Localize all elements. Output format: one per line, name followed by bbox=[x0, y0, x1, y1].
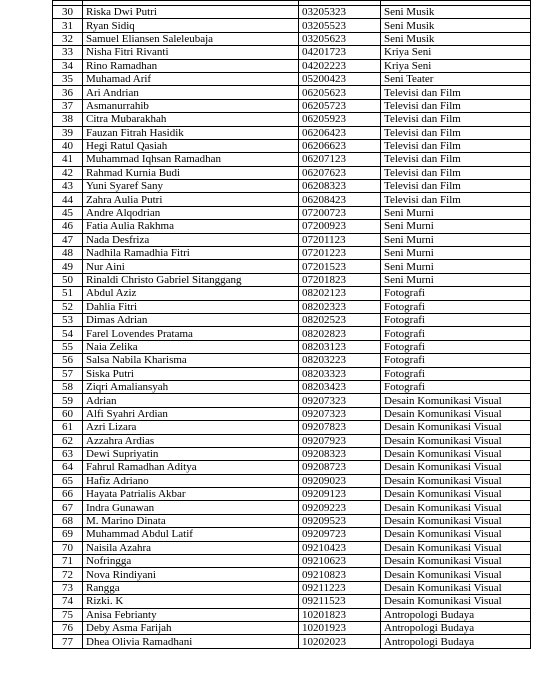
student-name: Nova Rindiyani bbox=[83, 568, 299, 581]
student-name: Alfi Syahri Ardian bbox=[83, 407, 299, 420]
student-id: 07200923 bbox=[299, 220, 381, 233]
table-row bbox=[53, 488, 531, 501]
row-number: 32 bbox=[53, 32, 83, 45]
study-program: Desain Komunikasi Visual bbox=[381, 568, 531, 581]
student-name: Salsa Nabila Kharisma bbox=[83, 354, 299, 367]
study-program: Televisi dan Film bbox=[381, 153, 531, 166]
row-number: 43 bbox=[53, 180, 83, 193]
student-id: 09209523 bbox=[299, 514, 381, 527]
student-id: 04202223 bbox=[299, 59, 381, 72]
student-name: Azzahra Ardias bbox=[83, 434, 299, 447]
study-program: Seni Murni bbox=[381, 247, 531, 260]
student-name: Fatia Aulia Rakhma bbox=[83, 220, 299, 233]
study-program: Fotografi bbox=[381, 327, 531, 340]
table-row bbox=[53, 528, 531, 541]
study-program: Seni Murni bbox=[381, 220, 531, 233]
study-program: Seni Musik bbox=[381, 19, 531, 32]
row-number: 75 bbox=[53, 608, 83, 621]
table-row bbox=[53, 139, 531, 152]
table-row bbox=[53, 407, 531, 420]
table-row bbox=[53, 46, 531, 59]
row-number: 47 bbox=[53, 233, 83, 246]
student-id: 06206623 bbox=[299, 139, 381, 152]
study-program: Televisi dan Film bbox=[381, 86, 531, 99]
table-row bbox=[53, 6, 531, 19]
table-row bbox=[53, 86, 531, 99]
row-number: 65 bbox=[53, 474, 83, 487]
row-number: 33 bbox=[53, 46, 83, 59]
student-name: Dahlia Fitri bbox=[83, 300, 299, 313]
row-number: 76 bbox=[53, 621, 83, 634]
table-row bbox=[53, 72, 531, 85]
row-number: 51 bbox=[53, 287, 83, 300]
table-row bbox=[53, 354, 531, 367]
student-id: 10201823 bbox=[299, 608, 381, 621]
student-table bbox=[52, 0, 531, 649]
study-program: Fotografi bbox=[381, 300, 531, 313]
student-id: 09209123 bbox=[299, 488, 381, 501]
row-number: 66 bbox=[53, 488, 83, 501]
table-row bbox=[53, 541, 531, 554]
table-row bbox=[53, 287, 531, 300]
row-number: 39 bbox=[53, 126, 83, 139]
row-number: 40 bbox=[53, 139, 83, 152]
student-name: Abdul Aziz bbox=[83, 287, 299, 300]
row-number: 54 bbox=[53, 327, 83, 340]
student-name: Muhammad Iqhsan Ramadhan bbox=[83, 153, 299, 166]
row-number: 34 bbox=[53, 59, 83, 72]
study-program: Desain Komunikasi Visual bbox=[381, 488, 531, 501]
student-id: 06207123 bbox=[299, 153, 381, 166]
student-id: 10201923 bbox=[299, 621, 381, 634]
row-number: 62 bbox=[53, 434, 83, 447]
student-id: 09211223 bbox=[299, 581, 381, 594]
study-program: Desain Komunikasi Visual bbox=[381, 528, 531, 541]
table-row bbox=[53, 635, 531, 648]
row-number: 71 bbox=[53, 555, 83, 568]
study-program: Desain Komunikasi Visual bbox=[381, 541, 531, 554]
table-row bbox=[53, 193, 531, 206]
table-row bbox=[53, 126, 531, 139]
student-name: Anisa Febrianty bbox=[83, 608, 299, 621]
row-number: 50 bbox=[53, 273, 83, 286]
study-program: Fotografi bbox=[381, 380, 531, 393]
student-name: Riska Dwi Putri bbox=[83, 6, 299, 19]
table-row bbox=[53, 313, 531, 326]
row-number: 49 bbox=[53, 260, 83, 273]
document-page bbox=[52, 0, 531, 649]
student-name: Rangga bbox=[83, 581, 299, 594]
student-id: 07200723 bbox=[299, 206, 381, 219]
student-name: Nisha Fitri Rivanti bbox=[83, 46, 299, 59]
student-name: Ryan Sidiq bbox=[83, 19, 299, 32]
study-program: Televisi dan Film bbox=[381, 180, 531, 193]
row-number: 58 bbox=[53, 380, 83, 393]
student-id: 06205923 bbox=[299, 113, 381, 126]
row-number: 31 bbox=[53, 19, 83, 32]
student-id: 09209223 bbox=[299, 501, 381, 514]
table-row bbox=[53, 220, 531, 233]
student-id: 10202023 bbox=[299, 635, 381, 648]
student-id: 06208323 bbox=[299, 180, 381, 193]
student-id: 09207323 bbox=[299, 407, 381, 420]
table-row bbox=[53, 568, 531, 581]
row-number: 52 bbox=[53, 300, 83, 313]
study-program: Seni Teater bbox=[381, 72, 531, 85]
student-id: 09208323 bbox=[299, 447, 381, 460]
row-number: 67 bbox=[53, 501, 83, 514]
row-number: 55 bbox=[53, 340, 83, 353]
student-name: Rizki. K bbox=[83, 595, 299, 608]
student-name: Adrian bbox=[83, 394, 299, 407]
student-id: 03205623 bbox=[299, 32, 381, 45]
study-program: Televisi dan Film bbox=[381, 113, 531, 126]
student-id: 03205323 bbox=[299, 6, 381, 19]
study-program: Fotografi bbox=[381, 354, 531, 367]
study-program: Kriya Seni bbox=[381, 46, 531, 59]
student-id: 09209023 bbox=[299, 474, 381, 487]
row-number: 53 bbox=[53, 313, 83, 326]
student-name: Nofringga bbox=[83, 555, 299, 568]
student-id: 08203223 bbox=[299, 354, 381, 367]
student-id: 06208423 bbox=[299, 193, 381, 206]
table-row bbox=[53, 608, 531, 621]
student-id: 09209723 bbox=[299, 528, 381, 541]
table-row bbox=[53, 300, 531, 313]
study-program: Desain Komunikasi Visual bbox=[381, 514, 531, 527]
table-row bbox=[53, 595, 531, 608]
student-name: Dewi Supriyatin bbox=[83, 447, 299, 460]
table-row bbox=[53, 273, 531, 286]
table-row bbox=[53, 380, 531, 393]
study-program: Televisi dan Film bbox=[381, 126, 531, 139]
study-program: Antropologi Budaya bbox=[381, 635, 531, 648]
student-id: 08202123 bbox=[299, 287, 381, 300]
row-number: 30 bbox=[53, 6, 83, 19]
student-name: Dimas Adrian bbox=[83, 313, 299, 326]
table-row bbox=[53, 59, 531, 72]
student-name: Nada Desfriza bbox=[83, 233, 299, 246]
student-name: Nadhila Ramadhia Fitri bbox=[83, 247, 299, 260]
row-number: 36 bbox=[53, 86, 83, 99]
row-number: 64 bbox=[53, 461, 83, 474]
student-name: Muhamad Arif bbox=[83, 72, 299, 85]
student-id: 08203323 bbox=[299, 367, 381, 380]
table-row bbox=[53, 394, 531, 407]
study-program: Televisi dan Film bbox=[381, 139, 531, 152]
study-program: Desain Komunikasi Visual bbox=[381, 555, 531, 568]
row-number: 61 bbox=[53, 421, 83, 434]
student-name: Deby Asma Farijah bbox=[83, 621, 299, 634]
student-id: 08203123 bbox=[299, 340, 381, 353]
student-id: 06205723 bbox=[299, 99, 381, 112]
student-name: Fauzan Fitrah Hasidik bbox=[83, 126, 299, 139]
table-row bbox=[53, 555, 531, 568]
study-program: Televisi dan Film bbox=[381, 99, 531, 112]
student-name: Ari Andrian bbox=[83, 86, 299, 99]
table-row bbox=[53, 260, 531, 273]
study-program: Fotografi bbox=[381, 313, 531, 326]
student-id: 09210423 bbox=[299, 541, 381, 554]
student-name: M. Marino Dinata bbox=[83, 514, 299, 527]
study-program: Seni Murni bbox=[381, 233, 531, 246]
study-program: Desain Komunikasi Visual bbox=[381, 434, 531, 447]
student-name: Zahra Aulia Putri bbox=[83, 193, 299, 206]
student-name: Naia Zelika bbox=[83, 340, 299, 353]
student-name: Rino Ramadhan bbox=[83, 59, 299, 72]
student-name: Fahrul Ramadhan Aditya bbox=[83, 461, 299, 474]
table-row bbox=[53, 206, 531, 219]
study-program: Fotografi bbox=[381, 367, 531, 380]
row-number: 37 bbox=[53, 99, 83, 112]
table-row bbox=[53, 340, 531, 353]
study-program: Desain Komunikasi Visual bbox=[381, 407, 531, 420]
student-name: Indra Gunawan bbox=[83, 501, 299, 514]
student-name: Azri Lizara bbox=[83, 421, 299, 434]
student-name: Citra Mubarakhah bbox=[83, 113, 299, 126]
student-id: 08202323 bbox=[299, 300, 381, 313]
study-program: Seni Murni bbox=[381, 260, 531, 273]
row-number: 74 bbox=[53, 595, 83, 608]
table-row bbox=[53, 180, 531, 193]
study-program: Desain Komunikasi Visual bbox=[381, 581, 531, 594]
student-id: 09207823 bbox=[299, 421, 381, 434]
row-number: 57 bbox=[53, 367, 83, 380]
study-program: Kriya Seni bbox=[381, 59, 531, 72]
student-name: Andre Alqodrian bbox=[83, 206, 299, 219]
table-row bbox=[53, 153, 531, 166]
study-program: Desain Komunikasi Visual bbox=[381, 595, 531, 608]
student-name: Samuel Eliansen Saleleubaja bbox=[83, 32, 299, 45]
student-id: 07201223 bbox=[299, 247, 381, 260]
student-name: Naisila Azahra bbox=[83, 541, 299, 554]
study-program: Desain Komunikasi Visual bbox=[381, 474, 531, 487]
student-id: 09211523 bbox=[299, 595, 381, 608]
study-program: Televisi dan Film bbox=[381, 166, 531, 179]
student-name: Muhammad Abdul Latif bbox=[83, 528, 299, 541]
study-program: Televisi dan Film bbox=[381, 193, 531, 206]
student-name: Hayata Patrialis Akbar bbox=[83, 488, 299, 501]
student-id: 06206423 bbox=[299, 126, 381, 139]
student-id: 09210823 bbox=[299, 568, 381, 581]
study-program: Desain Komunikasi Visual bbox=[381, 447, 531, 460]
table-row bbox=[53, 501, 531, 514]
study-program: Desain Komunikasi Visual bbox=[381, 394, 531, 407]
student-name: Hafiz Adriano bbox=[83, 474, 299, 487]
study-program: Desain Komunikasi Visual bbox=[381, 501, 531, 514]
student-name: Nur Aini bbox=[83, 260, 299, 273]
student-id: 07201123 bbox=[299, 233, 381, 246]
row-number: 77 bbox=[53, 635, 83, 648]
table-row bbox=[53, 32, 531, 45]
student-name: Yuni Syaref Sany bbox=[83, 180, 299, 193]
student-id: 09210623 bbox=[299, 555, 381, 568]
table-row bbox=[53, 434, 531, 447]
row-number: 68 bbox=[53, 514, 83, 527]
student-id: 08203423 bbox=[299, 380, 381, 393]
study-program: Seni Musik bbox=[381, 6, 531, 19]
row-number: 72 bbox=[53, 568, 83, 581]
row-number: 38 bbox=[53, 113, 83, 126]
table-row bbox=[53, 247, 531, 260]
study-program: Seni Musik bbox=[381, 32, 531, 45]
student-id: 03205523 bbox=[299, 19, 381, 32]
table-row bbox=[53, 166, 531, 179]
row-number: 59 bbox=[53, 394, 83, 407]
study-program: Antropologi Budaya bbox=[381, 608, 531, 621]
student-name: Dhea Olivia Ramadhani bbox=[83, 635, 299, 648]
student-id: 05200423 bbox=[299, 72, 381, 85]
table-row bbox=[53, 447, 531, 460]
student-name: Siska Putri bbox=[83, 367, 299, 380]
table-row bbox=[53, 514, 531, 527]
row-number: 45 bbox=[53, 206, 83, 219]
student-id: 08202823 bbox=[299, 327, 381, 340]
row-number: 60 bbox=[53, 407, 83, 420]
row-number: 44 bbox=[53, 193, 83, 206]
student-id: 06205623 bbox=[299, 86, 381, 99]
study-program: Fotografi bbox=[381, 287, 531, 300]
student-id: 08202523 bbox=[299, 313, 381, 326]
study-program: Antropologi Budaya bbox=[381, 621, 531, 634]
student-id: 07201823 bbox=[299, 273, 381, 286]
study-program: Desain Komunikasi Visual bbox=[381, 421, 531, 434]
table-row bbox=[53, 621, 531, 634]
student-id: 06207623 bbox=[299, 166, 381, 179]
student-name: Rinaldi Christo Gabriel Sitanggang bbox=[83, 273, 299, 286]
student-table-body bbox=[53, 1, 531, 649]
row-number: 35 bbox=[53, 72, 83, 85]
row-number: 70 bbox=[53, 541, 83, 554]
row-number: 56 bbox=[53, 354, 83, 367]
student-id: 07201523 bbox=[299, 260, 381, 273]
row-number: 63 bbox=[53, 447, 83, 460]
student-name: Ziqri Amaliansyah bbox=[83, 380, 299, 393]
student-name: Asmanurrahib bbox=[83, 99, 299, 112]
student-name: Farel Lovendes Pratama bbox=[83, 327, 299, 340]
row-number: 69 bbox=[53, 528, 83, 541]
row-number: 48 bbox=[53, 247, 83, 260]
table-row bbox=[53, 367, 531, 380]
study-program: Seni Murni bbox=[381, 206, 531, 219]
table-row bbox=[53, 461, 531, 474]
student-id: 09208723 bbox=[299, 461, 381, 474]
student-id: 04201723 bbox=[299, 46, 381, 59]
row-number: 42 bbox=[53, 166, 83, 179]
table-row bbox=[53, 421, 531, 434]
table-row bbox=[53, 99, 531, 112]
study-program: Fotografi bbox=[381, 340, 531, 353]
row-number: 46 bbox=[53, 220, 83, 233]
table-row bbox=[53, 581, 531, 594]
student-id: 09207923 bbox=[299, 434, 381, 447]
study-program: Desain Komunikasi Visual bbox=[381, 461, 531, 474]
table-row bbox=[53, 113, 531, 126]
study-program: Seni Murni bbox=[381, 273, 531, 286]
table-row bbox=[53, 19, 531, 32]
table-row bbox=[53, 233, 531, 246]
table-row bbox=[53, 474, 531, 487]
student-name: Rahmad Kurnia Budi bbox=[83, 166, 299, 179]
table-row bbox=[53, 327, 531, 340]
student-id: 09207323 bbox=[299, 394, 381, 407]
row-number: 73 bbox=[53, 581, 83, 594]
row-number: 41 bbox=[53, 153, 83, 166]
student-name: Hegi Ratul Qasiah bbox=[83, 139, 299, 152]
